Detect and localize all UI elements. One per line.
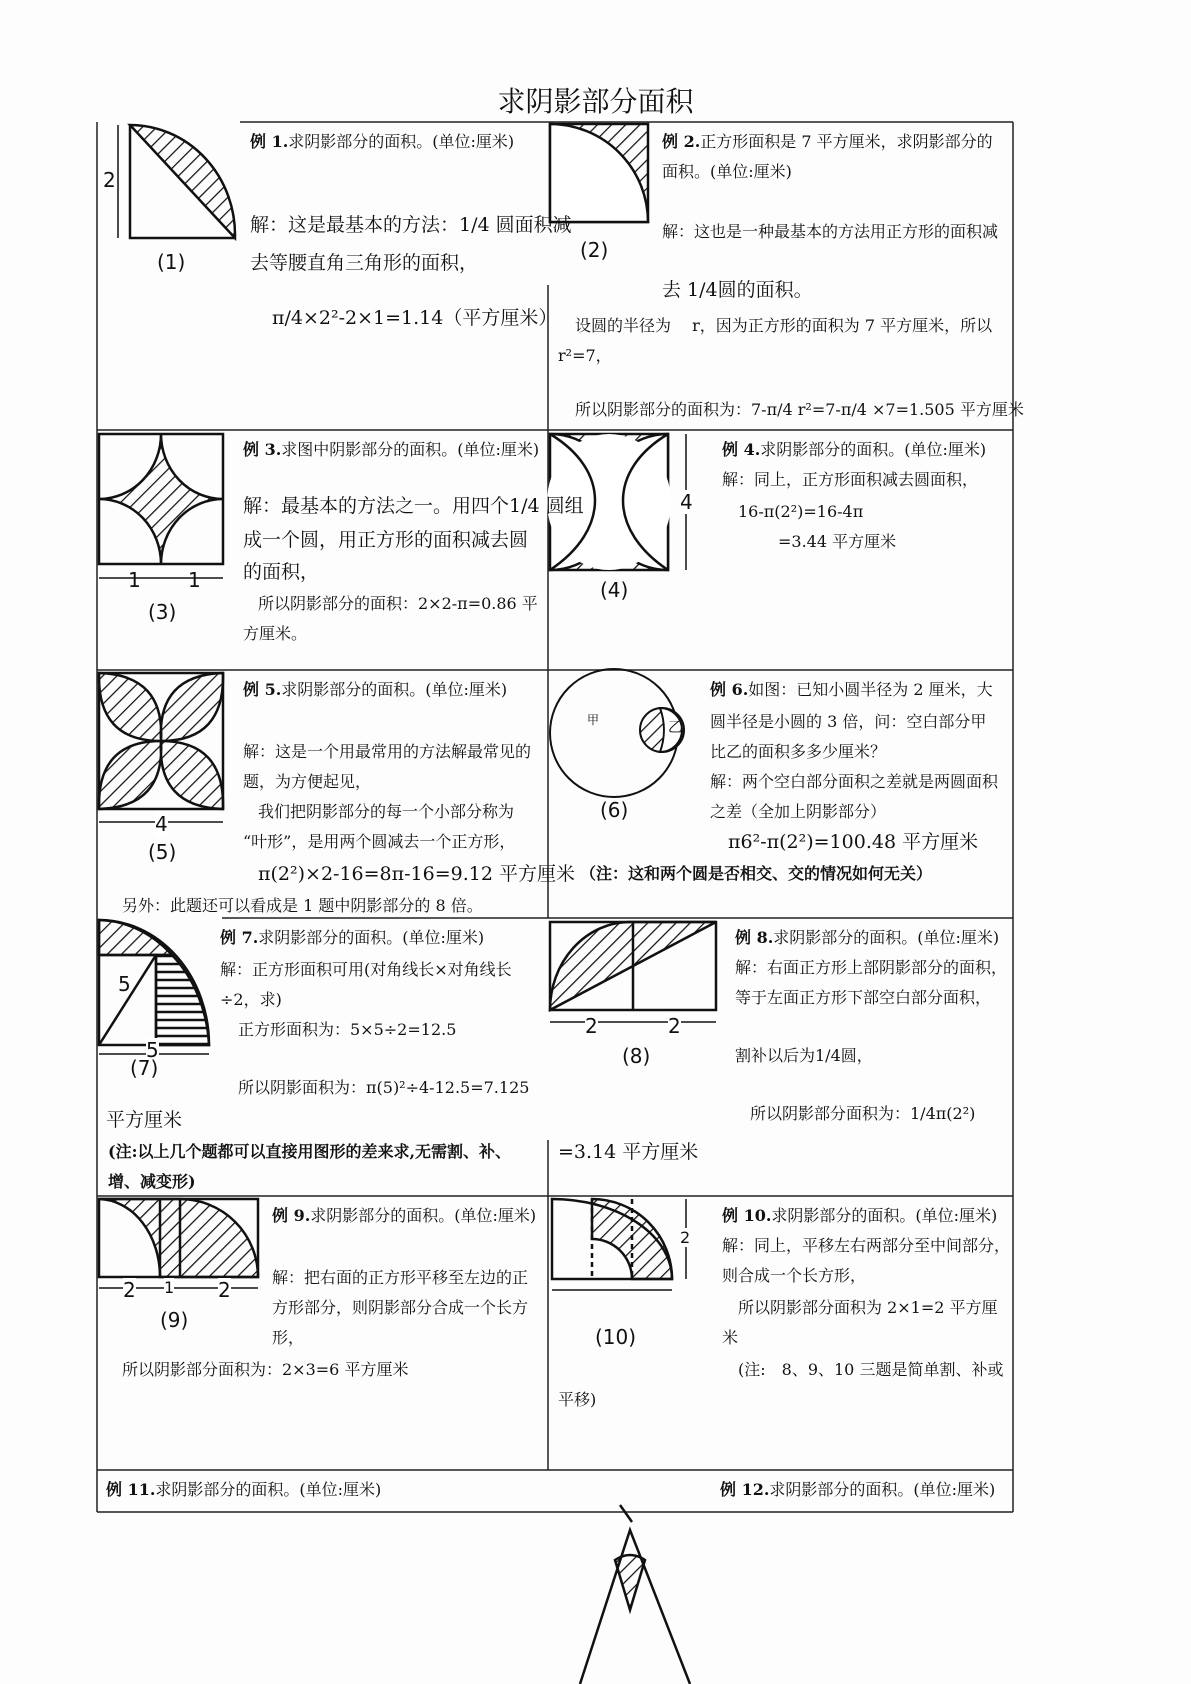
- formula: 所以阴影部分面积为 2×1=2 平方厘: [738, 1298, 998, 1317]
- formula: 所以阴影部分面积为：1/4π(2²): [750, 1104, 976, 1123]
- solution-line: 平方厘米: [106, 1109, 183, 1131]
- figure-2: [550, 124, 648, 222]
- example-heading: 例 12.: [720, 1480, 770, 1499]
- solution-line: 解：这是一个用最常用的方法解最常见的: [243, 742, 532, 761]
- dim-label: 2: [218, 1278, 231, 1302]
- formula: π(2²)×2-16=8π-16=9.12 平方厘米: [258, 863, 575, 885]
- solution-line: 解：同上，平移左右两部分至中间部分，: [722, 1236, 1011, 1255]
- solution-line: 去等腰直角三角形的面积，: [250, 252, 479, 274]
- formula: π/4×2²-2×1=1.14（平方厘米）: [272, 307, 558, 329]
- figure-12-partial: [580, 1505, 690, 1684]
- note: 增、减变形): [108, 1172, 196, 1191]
- dim-label: 2: [668, 1014, 681, 1038]
- figure-5: [99, 673, 223, 822]
- question: 求阴影部分的面积。(单位:厘米): [310, 1206, 537, 1225]
- solution-line: 所以阴影部分的面积：2×2-π=0.86 平: [258, 594, 538, 613]
- question: 面积。(单位:厘米): [662, 162, 792, 181]
- note: 平移): [558, 1390, 597, 1409]
- figure-label: (2): [580, 238, 609, 262]
- example-heading: 例 9.: [272, 1206, 311, 1225]
- figure-6: [550, 669, 684, 797]
- question: 求阴影部分的面积。(单位:厘米): [771, 1206, 998, 1225]
- solution-line: 我们把阴影部分的每一个小部分称为: [258, 802, 515, 821]
- figure-label: (4): [600, 578, 629, 602]
- solution-line: ÷2，求): [220, 990, 282, 1009]
- dim-label: 5: [118, 972, 131, 996]
- example-heading: 例 3.: [243, 440, 282, 459]
- solution-line: 解：正方形面积可用(对角线长×对角线长: [220, 960, 512, 979]
- solution-line: 题，为方便起见，: [243, 772, 372, 791]
- example-heading: 例 11.: [106, 1480, 156, 1499]
- formula: 16-π(2²)=16-4π: [738, 502, 864, 521]
- page-title: 求阴影部分面积: [497, 85, 694, 118]
- solution-line: 解：同上，正方形面积减去圆面积，: [722, 470, 979, 489]
- figure-label: (10): [595, 1325, 637, 1349]
- question: 求阴影部分的面积。(单位:厘米): [281, 680, 508, 699]
- example-heading: 例 8.: [735, 928, 774, 947]
- question: 求阴影部分的面积。(单位:厘米): [760, 440, 987, 459]
- figure-10: [552, 1199, 686, 1290]
- question: 正方形面积是 7 平方厘米，求阴影部分的: [700, 132, 993, 151]
- example-heading: 例 5.: [243, 680, 282, 699]
- question: 求阴影部分的面积。(单位:厘米): [769, 1480, 996, 1499]
- dim-label: 1: [188, 568, 201, 592]
- solution-line: 解：右面正方形上部阴影部分的面积，: [735, 958, 1008, 977]
- dim-label: 2: [680, 1228, 691, 1247]
- question: 求阴影部分的面积。(单位:厘米): [258, 928, 485, 947]
- example-heading: 例 10.: [722, 1206, 772, 1225]
- solution-line: 等于左面正方形下部空白部分面积，: [735, 988, 992, 1007]
- figure-8: [550, 922, 716, 1022]
- solution-line: 去 1/4圆的面积。: [662, 279, 813, 301]
- solution-line: 设圆的半径为 r，因为正方形的面积为 7 平方厘米，所以: [575, 316, 993, 335]
- solution-line: 解：两个空白部分面积之差就是两圆面积: [710, 772, 999, 791]
- solution-line: 形，: [272, 1328, 305, 1347]
- figure-label: (6): [600, 798, 629, 822]
- solution-line: 成一个圆，用正方形的面积减去圆: [243, 529, 529, 551]
- label-yi: 乙: [668, 720, 682, 736]
- formula: 所以阴影部分的面积为：7-π/4 r²=7-π/4 ×7=1.505 平方厘米: [575, 400, 1024, 419]
- figure-label: (5): [148, 840, 177, 864]
- solution-line: 则合成一个长方形，: [722, 1266, 867, 1285]
- formula: =3.14 平方厘米: [558, 1141, 699, 1163]
- example-heading: 例 1.: [250, 132, 289, 151]
- dim-label: 1: [128, 568, 141, 592]
- note: (注:以上几个题都可以直接用图形的差来求,无需割、补、: [108, 1142, 512, 1161]
- formula: =3.44 平方厘米: [778, 532, 897, 551]
- note: （注：这和两个圆是否相交、交的情况如何无关）: [580, 864, 933, 883]
- solution-line: 的面积，: [243, 561, 320, 583]
- question: 圆半径是小圆的 3 倍，问：空白部分甲: [710, 712, 987, 731]
- solution-line: 方形部分，则阴影部分合成一个长方: [272, 1298, 529, 1317]
- solution-line: 之差（全加上阴影部分）: [710, 802, 887, 821]
- solution-line: 解：这也是一种最基本的方法用正方形的面积减: [662, 222, 999, 241]
- formula: π6²-π(2²)=100.48 平方厘米: [728, 831, 979, 853]
- remark: 另外：此题还可以看成是 1 题中阴影部分的 8 倍。: [122, 896, 483, 915]
- question: 求阴影部分的面积。(单位:厘米): [288, 132, 515, 151]
- solution-line: 米: [722, 1328, 739, 1347]
- figure-label: (1): [157, 250, 186, 274]
- figure-9: [99, 1199, 258, 1288]
- formula: 所以阴影部分面积为：2×3=6 平方厘米: [122, 1360, 409, 1379]
- solution-line: 解：这是最基本的方法：1/4 圆面积减: [250, 214, 572, 236]
- example-heading: 例 6.: [710, 680, 749, 699]
- solution-line: “叶形”，是用两个圆减去一个正方形，: [243, 832, 516, 851]
- solution-line: 割补以后为1/4圆，: [735, 1046, 873, 1065]
- label-jia: 甲: [587, 713, 600, 727]
- formula: 所以阴影面积为：π(5)²÷4-12.5=7.125: [238, 1078, 530, 1097]
- example-heading: 例 7.: [220, 928, 259, 947]
- figure-label: (9): [160, 1308, 189, 1332]
- figure-label: (8): [622, 1044, 651, 1068]
- dim-label: 2: [585, 1014, 598, 1038]
- solution-line: 方厘米。: [243, 624, 308, 643]
- question: 如图：已知小圆半径为 2 厘米，大: [748, 680, 993, 699]
- figure-1: [118, 125, 235, 238]
- solution-line: r²=7，: [558, 346, 612, 365]
- dim-label: 4: [680, 490, 693, 514]
- formula: 正方形面积为：5×5÷2=12.5: [238, 1020, 457, 1039]
- solution-line: 解：把右面的正方形平移至左边的正: [272, 1268, 529, 1287]
- dim-label: 1: [164, 1278, 175, 1297]
- example-heading: 例 4.: [722, 440, 761, 459]
- question: 比乙的面积多多少厘米？: [710, 742, 887, 761]
- question: 求阴影部分的面积。(单位:厘米): [155, 1480, 382, 1499]
- figure-label: (7): [130, 1056, 159, 1080]
- figure-7: [99, 920, 209, 1054]
- note: (注: 8、9、10 三题是简单割、补或: [738, 1360, 1004, 1379]
- question: 求阴影部分的面积。(单位:厘米): [773, 928, 1000, 947]
- question: 求图中阴影部分的面积。(单位:厘米): [281, 440, 540, 459]
- example-heading: 例 2.: [662, 132, 701, 151]
- figure-label: (3): [148, 600, 177, 624]
- figure-3: [99, 434, 223, 578]
- dim-label: 2: [103, 168, 116, 192]
- dim-label: 2: [123, 1278, 136, 1302]
- dim-label: 4: [155, 812, 168, 836]
- dim-label: 5: [146, 1038, 159, 1062]
- solution-line: 解：最基本的方法之一。用四个1/4 圆组: [243, 495, 584, 517]
